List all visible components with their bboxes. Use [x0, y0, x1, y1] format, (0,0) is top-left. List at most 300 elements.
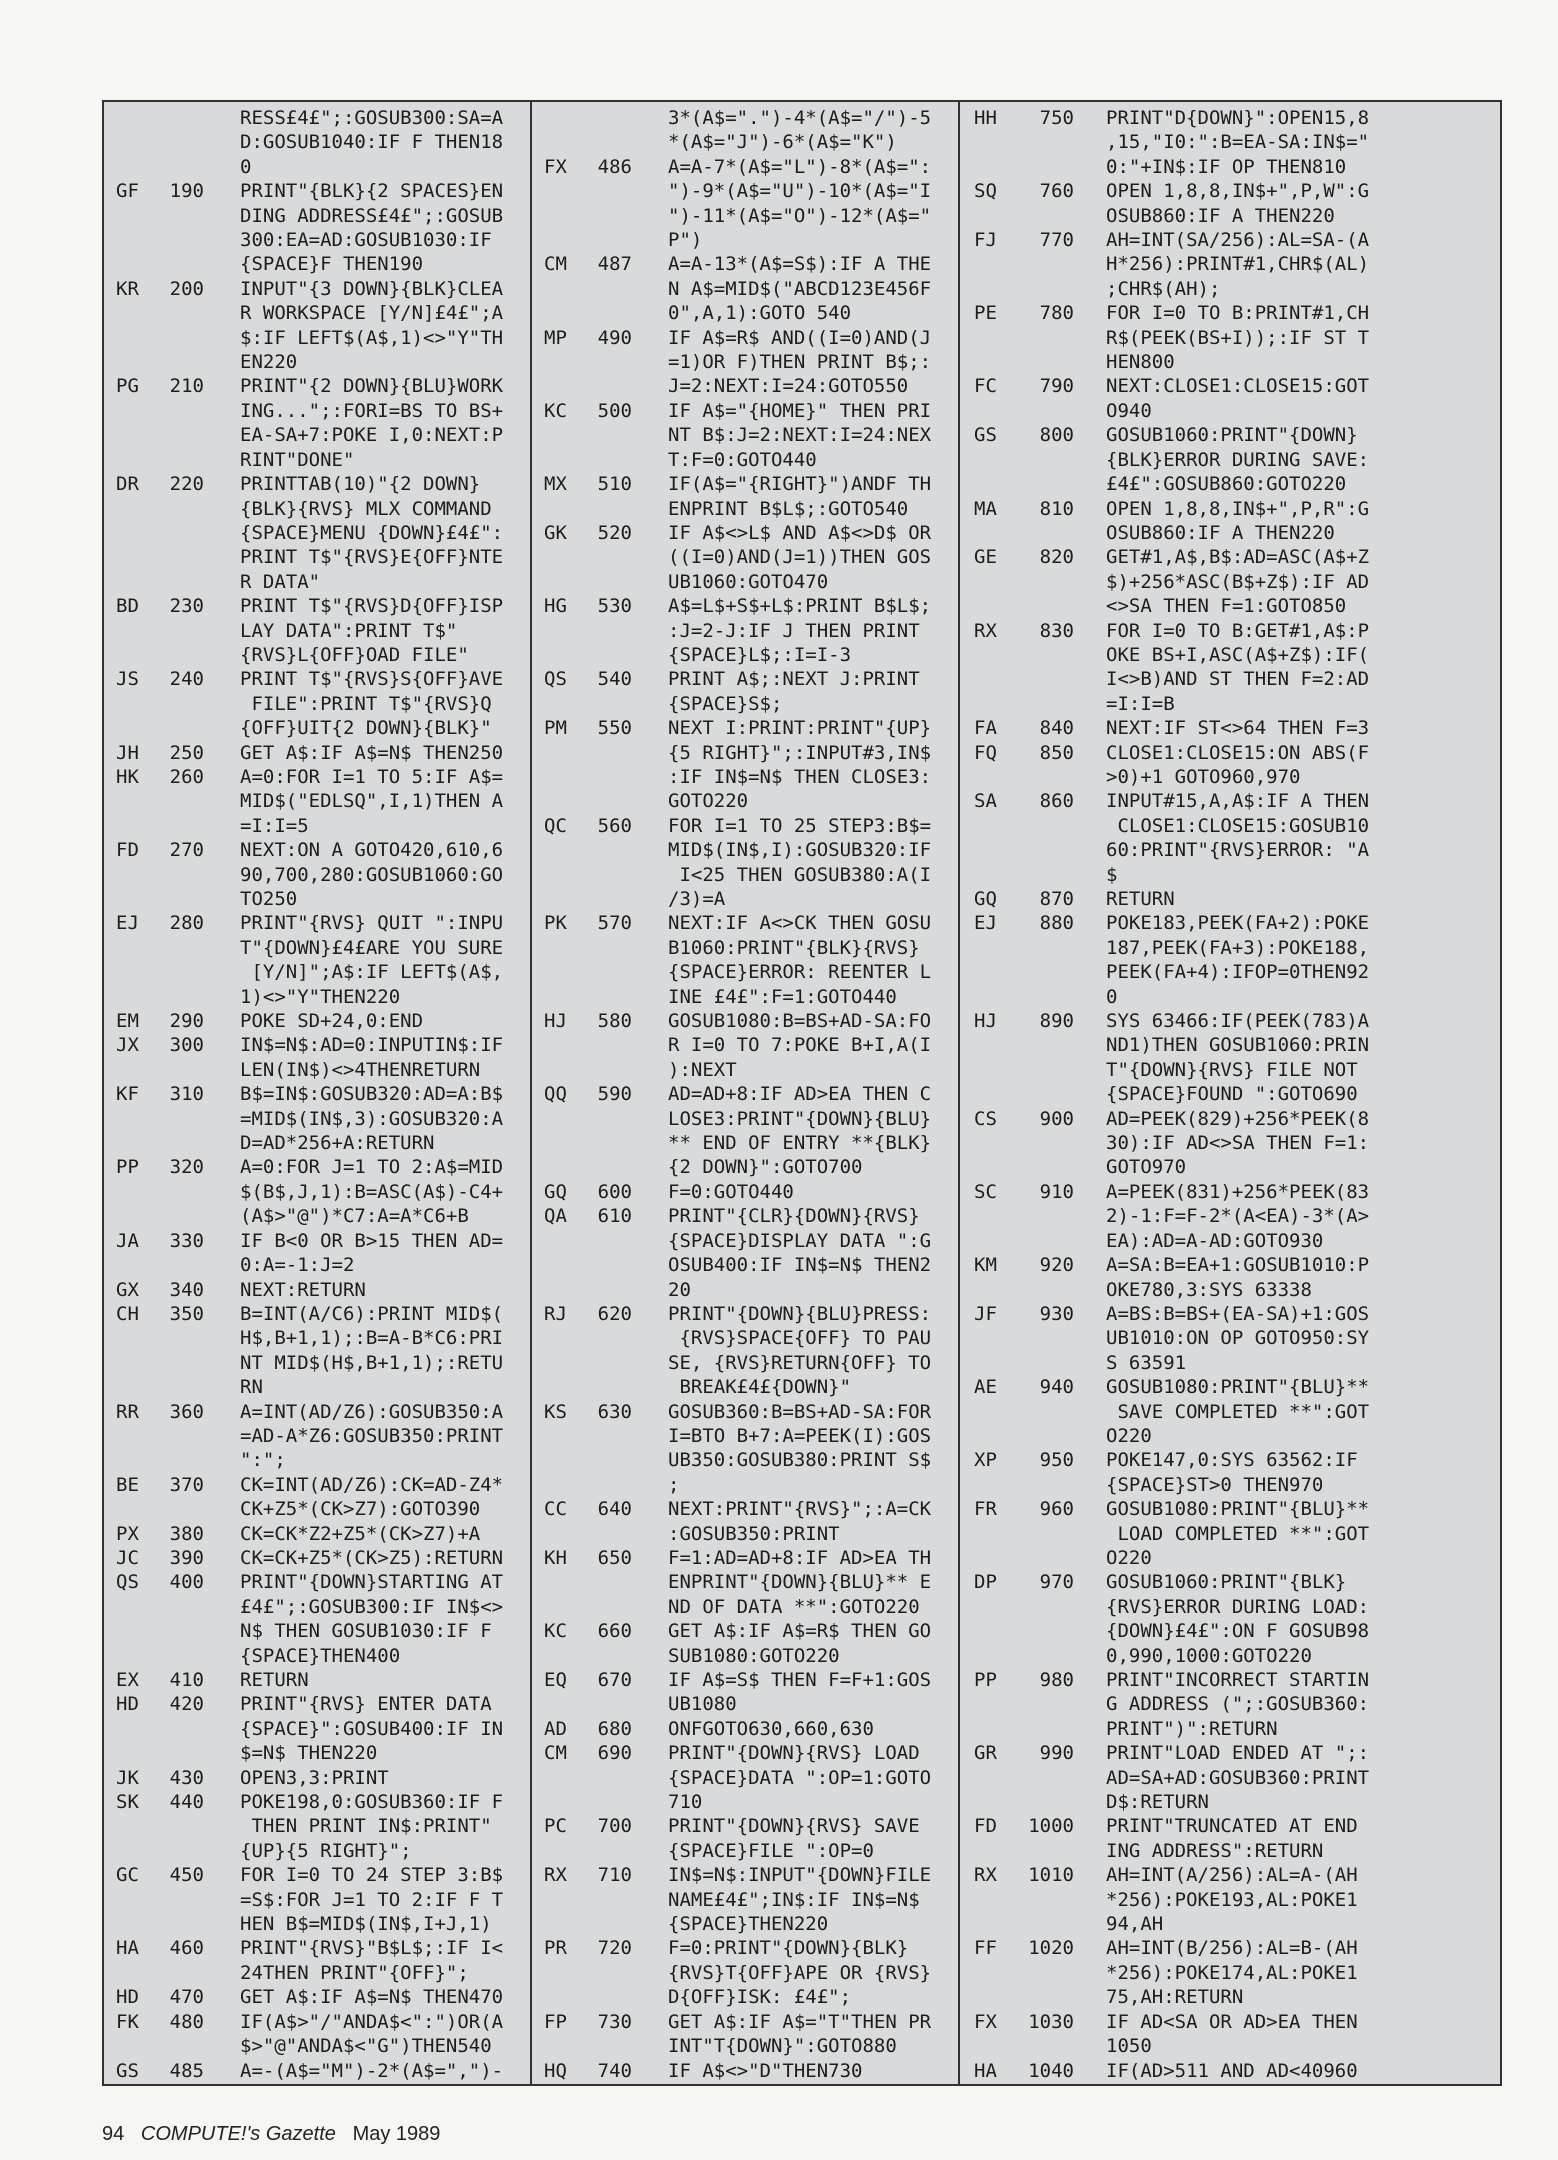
code-text: IN$=N$:AD=0:INPUTIN$:IF	[240, 1034, 504, 1057]
checksum	[974, 252, 1014, 276]
line-number: 360	[169, 1400, 204, 1423]
checksum	[974, 1473, 1014, 1497]
checksum	[544, 838, 584, 862]
code-line	[974, 1180, 1502, 1204]
code-text: NEXT:PRINT"{RVS}";:A=CK	[668, 1498, 932, 1521]
code-text: 0:"+IN$:IF OP THEN810	[1106, 155, 1347, 178]
line-number	[156, 130, 204, 154]
code-line	[116, 277, 530, 301]
line-number	[584, 448, 632, 472]
line-number	[584, 228, 632, 252]
code-line	[974, 1766, 1502, 1790]
code-text: GOSUB360:B=BS+AD-SA:FOR	[668, 1400, 932, 1423]
line-number	[1014, 1473, 1074, 1497]
code-line	[116, 252, 530, 276]
checksum: HA	[974, 2059, 997, 2082]
line-number: 930	[1039, 1302, 1074, 1325]
checksum	[116, 130, 156, 154]
line-number	[584, 692, 632, 716]
checksum: RJ	[544, 1302, 567, 1325]
checksum	[544, 130, 584, 154]
line-number	[1014, 814, 1074, 838]
checksum	[974, 863, 1014, 887]
code-line	[544, 130, 958, 154]
code-text: {SPACE}":GOSUB400:IF IN	[240, 1717, 504, 1740]
code-line	[116, 765, 530, 789]
checksum	[116, 789, 156, 813]
checksum	[116, 1448, 156, 1472]
code-line	[974, 1522, 1502, 1546]
checksum	[116, 1375, 156, 1399]
checksum	[116, 1204, 156, 1228]
line-number: 870	[1039, 888, 1074, 910]
line-number	[584, 301, 632, 325]
code-line	[116, 1400, 530, 1424]
line-number	[584, 643, 632, 667]
line-number	[584, 1888, 632, 1912]
code-line	[116, 423, 530, 447]
line-number	[584, 1351, 632, 1375]
checksum	[974, 1155, 1014, 1179]
line-number	[156, 960, 204, 984]
checksum	[974, 1278, 1014, 1302]
code-line	[974, 1644, 1502, 1668]
code-line	[116, 619, 530, 643]
code-line	[974, 1717, 1502, 1741]
code-text: GOSUB1080:PRINT"{BLU}**	[1106, 1498, 1370, 1521]
checksum	[544, 1229, 584, 1253]
line-number	[584, 277, 632, 301]
code-line	[544, 716, 958, 740]
line-number	[156, 643, 204, 667]
code-text: $>"@"ANDA$<"G")THEN540	[240, 2035, 492, 2058]
code-text: TO250	[240, 888, 298, 910]
line-number: 1010	[1028, 1864, 1074, 1887]
checksum	[544, 1522, 584, 1546]
checksum: PM	[544, 717, 567, 740]
checksum	[544, 1253, 584, 1277]
code-text: PRINT"{RVS} ENTER DATA	[240, 1693, 492, 1716]
line-number: 520	[597, 521, 632, 544]
code-text: A=BS:B=BS+(EA-SA)+1:GOS	[1106, 1302, 1370, 1325]
line-number	[1014, 985, 1074, 1009]
line-number	[584, 130, 632, 154]
code-text: NT MID$(H$,B+1,1);:RETU	[240, 1351, 504, 1374]
code-line	[544, 765, 958, 789]
code-text: PRINT"{RVS} QUIT ":INPU	[240, 912, 504, 935]
line-number	[584, 2034, 632, 2058]
line-number: 220	[169, 473, 204, 496]
code-line	[544, 1839, 958, 1863]
checksum	[116, 985, 156, 1009]
checksum	[116, 1961, 156, 1985]
line-number: 920	[1039, 1254, 1074, 1277]
checksum: JX	[116, 1034, 139, 1057]
code-text: <>SA THEN F=1:GOTO850	[1106, 595, 1347, 618]
code-text: CK=CK+Z5*(CK>Z5):RETURN	[240, 1546, 504, 1569]
code-line	[544, 472, 958, 496]
code-text: F=0:GOTO440	[668, 1180, 794, 1203]
code-text: >0)+1 GOTO960,970	[1106, 765, 1301, 788]
code-line	[544, 1326, 958, 1350]
line-number	[156, 1204, 204, 1228]
code-text: CLOSE1:CLOSE15:GOSUB10	[1106, 814, 1370, 837]
line-number	[584, 1522, 632, 1546]
code-line	[116, 1497, 530, 1521]
checksum: QC	[544, 814, 567, 837]
code-line	[974, 1253, 1502, 1277]
code-line	[974, 1155, 1502, 1179]
line-number	[584, 1912, 632, 1936]
checksum: PR	[544, 1937, 567, 1960]
checksum	[544, 1839, 584, 1863]
checksum	[544, 1155, 584, 1179]
checksum	[116, 863, 156, 887]
line-number	[584, 545, 632, 569]
code-text: ENPRINT B$L$;:GOTO540	[668, 497, 909, 520]
code-text: 710	[668, 1791, 703, 1814]
line-number	[156, 228, 204, 252]
code-line	[116, 1229, 530, 1253]
code-line	[544, 1595, 958, 1619]
line-number: 960	[1039, 1498, 1074, 1521]
line-number	[156, 399, 204, 423]
code-line	[544, 1912, 958, 1936]
code-line	[116, 1302, 530, 1326]
checksum: JS	[116, 668, 139, 691]
code-line	[116, 1961, 530, 1985]
line-number	[156, 326, 204, 350]
code-line	[116, 1278, 530, 1302]
code-text: INT"T{DOWN}":GOTO880	[668, 2035, 897, 2058]
checksum	[974, 960, 1014, 984]
code-line	[544, 326, 958, 350]
line-number	[1014, 765, 1074, 789]
line-number: 410	[169, 1669, 204, 1691]
checksum	[544, 1058, 584, 1082]
checksum: GC	[116, 1864, 139, 1887]
code-line	[116, 936, 530, 960]
line-number	[1014, 521, 1074, 545]
checksum	[974, 1961, 1014, 1985]
code-text: O220	[1106, 1546, 1152, 1569]
code-line	[974, 1570, 1502, 1594]
code-line	[116, 1741, 530, 1765]
line-number	[156, 106, 204, 130]
checksum	[544, 1595, 584, 1619]
checksum: FA	[974, 717, 997, 740]
checksum: GQ	[974, 888, 997, 910]
code-text: UB350:GOSUB380:PRINT S$	[668, 1449, 932, 1472]
line-number	[1014, 570, 1074, 594]
checksum: JA	[116, 1229, 139, 1252]
code-line	[116, 1351, 530, 1375]
line-number	[584, 985, 632, 1009]
line-number	[584, 374, 632, 398]
checksum	[974, 521, 1014, 545]
code-text: EA-SA+7:POKE I,0:NEXT:P	[240, 424, 504, 447]
checksum	[974, 1400, 1014, 1424]
code-line	[974, 667, 1502, 691]
line-number	[1014, 448, 1074, 472]
code-line	[116, 179, 530, 203]
code-text: I<25 THEN GOSUB380:A(I	[668, 863, 932, 886]
line-number	[584, 936, 632, 960]
line-number: 190	[169, 180, 204, 203]
line-number: 990	[1039, 1742, 1074, 1765]
code-text: D{OFF}ISK: £4£";	[668, 1986, 852, 2009]
code-text: THEN PRINT IN$:PRINT"	[240, 1815, 492, 1838]
code-text: O940	[1106, 399, 1152, 422]
checksum	[974, 1595, 1014, 1619]
line-number: 820	[1039, 546, 1074, 569]
checksum	[116, 1595, 156, 1619]
code-text: GET A$:IF A$="T"THEN PR	[668, 2010, 932, 2033]
checksum	[974, 1326, 1014, 1350]
code-text: ((I=0)AND(J=1))THEN GOS	[668, 546, 932, 569]
code-text: FOR I=0 TO B:PRINT#1,CH	[1106, 302, 1370, 325]
code-text: LAY DATA":PRINT T$"	[240, 619, 458, 642]
code-text: =MID$(IN$,3):GOSUB320:A	[240, 1107, 504, 1130]
checksum: CC	[544, 1498, 567, 1521]
checksum	[974, 326, 1014, 350]
code-line	[544, 1009, 958, 1033]
code-line	[116, 1155, 530, 1179]
checksum: KS	[544, 1400, 567, 1423]
line-number: 400	[169, 1571, 204, 1594]
line-number: 250	[169, 741, 204, 764]
line-number: 720	[597, 1937, 632, 1960]
line-number	[156, 155, 204, 179]
line-number	[1014, 838, 1074, 862]
code-text: (A$>"@")*C7:A=A*C6+B	[240, 1205, 469, 1228]
checksum: HJ	[974, 1010, 997, 1033]
checksum	[974, 350, 1014, 374]
checksum	[544, 1424, 584, 1448]
checksum: GQ	[544, 1180, 567, 1203]
line-number	[156, 204, 204, 228]
code-text: 2)-1:F=F-2*(A<EA)-3*(A>	[1106, 1205, 1370, 1228]
checksum: FK	[116, 2010, 139, 2033]
checksum	[544, 228, 584, 252]
code-text: =I:I=B	[1106, 692, 1175, 715]
code-line	[544, 521, 958, 545]
code-line	[974, 155, 1502, 179]
checksum	[974, 1790, 1014, 1814]
code-text: {SPACE}FILE ":OP=0	[668, 1839, 874, 1862]
checksum	[974, 155, 1014, 179]
checksum	[544, 692, 584, 716]
checksum	[116, 228, 156, 252]
code-text: J=2:NEXT:I=24:GOTO550	[668, 375, 909, 398]
code-line	[974, 1863, 1502, 1887]
line-number	[156, 1375, 204, 1399]
code-text: F=0:PRINT"{DOWN}{BLK}	[668, 1937, 909, 1960]
code-line	[974, 1546, 1502, 1570]
code-text: IF A$="{HOME}" THEN PRI	[668, 399, 932, 422]
checksum	[544, 1644, 584, 1668]
code-text: LOAD COMPLETED **":GOT	[1106, 1522, 1370, 1545]
line-number: 570	[597, 912, 632, 935]
code-line	[544, 814, 958, 838]
line-number: 480	[169, 2010, 204, 2033]
line-number: 590	[597, 1083, 632, 1106]
checksum	[974, 570, 1014, 594]
line-number: 530	[597, 595, 632, 618]
code-text: N A$=MID$("ABCD123E456F	[668, 277, 932, 300]
code-line	[974, 228, 1502, 252]
code-line	[116, 814, 530, 838]
checksum	[116, 1424, 156, 1448]
code-text: EA):AD=A-AD:GOTO930	[1106, 1229, 1324, 1252]
code-text: R WORKSPACE [Y/N]£4£";A	[240, 302, 504, 325]
line-number	[584, 1570, 632, 1594]
line-number	[1014, 863, 1074, 887]
code-line	[974, 1107, 1502, 1131]
code-text: AH=INT(SA/256):AL=SA-(A	[1106, 229, 1370, 252]
line-number: 430	[169, 1766, 204, 1789]
code-line	[974, 838, 1502, 862]
code-line	[544, 2034, 958, 2058]
code-text: =S$:FOR J=1 TO 2:IF F T	[240, 1888, 504, 1911]
line-number	[1014, 667, 1074, 691]
code-text: OSUB860:IF A THEN220	[1106, 521, 1335, 544]
checksum: SK	[116, 1791, 139, 1814]
code-line	[544, 252, 958, 276]
code-line	[544, 1375, 958, 1399]
checksum	[544, 1790, 584, 1814]
code-text: INPUT"{3 DOWN}{BLK}CLEA	[240, 277, 504, 300]
line-number: 320	[169, 1156, 204, 1179]
checksum: XP	[974, 1449, 997, 1472]
line-number	[156, 423, 204, 447]
checksum	[544, 1375, 584, 1399]
line-number	[584, 619, 632, 643]
line-number	[584, 204, 632, 228]
code-text: 1)<>"Y"THEN220	[240, 985, 401, 1008]
line-number	[156, 1717, 204, 1741]
code-text: ;	[668, 1473, 680, 1496]
code-line	[544, 1497, 958, 1521]
line-number	[584, 1839, 632, 1863]
checksum	[974, 814, 1014, 838]
line-number: 1030	[1028, 2010, 1074, 2033]
code-text: {SPACE}DATA ":OP=1:GOTO	[668, 1766, 932, 1789]
checksum: FP	[544, 2010, 567, 2033]
line-number: 1020	[1028, 1937, 1074, 1960]
line-number	[1014, 130, 1074, 154]
checksum	[974, 765, 1014, 789]
code-line	[974, 1912, 1502, 1936]
line-number	[1014, 960, 1074, 984]
checksum	[116, 1351, 156, 1375]
line-number	[584, 1595, 632, 1619]
code-line	[544, 1155, 958, 1179]
code-text: PRINT"{DOWN}{BLU}PRESS:	[668, 1302, 932, 1325]
line-number: 710	[597, 1864, 632, 1887]
code-text: PRINT"{2 DOWN}{BLU}WORK	[240, 375, 504, 398]
line-number	[156, 1180, 204, 1204]
code-text: POKE SD+24,0:END	[240, 1010, 424, 1033]
checksum: JH	[116, 741, 139, 764]
code-line	[116, 863, 530, 887]
line-number	[1014, 1692, 1074, 1716]
code-text: NEXT:CLOSE1:CLOSE15:GOT	[1106, 375, 1370, 398]
code-text: NAME£4£";IN$:IF IN$=N$	[668, 1888, 920, 1911]
checksum	[544, 789, 584, 813]
code-line	[974, 204, 1502, 228]
checksum	[116, 1814, 156, 1838]
checksum: HJ	[544, 1010, 567, 1033]
code-text: 300:EA=AD:GOSUB1030:IF	[240, 229, 492, 252]
code-line	[974, 1790, 1502, 1814]
line-number	[156, 887, 204, 911]
code-text: OKE BS+I,ASC(A$+Z$):IF(	[1106, 643, 1370, 666]
checksum	[544, 863, 584, 887]
line-number	[156, 1448, 204, 1472]
code-line	[116, 1448, 530, 1472]
checksum	[116, 1107, 156, 1131]
checksum	[544, 1131, 584, 1155]
checksum	[974, 838, 1014, 862]
line-number	[156, 521, 204, 545]
code-line	[544, 155, 958, 179]
code-line	[974, 1424, 1502, 1448]
code-line	[544, 1985, 958, 2009]
line-number: 487	[597, 253, 632, 276]
line-number	[1014, 252, 1074, 276]
code-line	[116, 130, 530, 154]
line-number	[1014, 1546, 1074, 1570]
code-text: G ADDRESS (";:GOSUB360:	[1106, 1693, 1370, 1716]
code-text: {RVS}ERROR DURING LOAD:	[1106, 1595, 1370, 1618]
code-text: :IF IN$=N$ THEN CLOSE3:	[668, 765, 932, 788]
checksum	[116, 960, 156, 984]
code-line	[116, 1888, 530, 1912]
code-text: /3)=A	[668, 888, 726, 910]
checksum	[544, 1961, 584, 1985]
line-number: 260	[169, 765, 204, 788]
checksum	[974, 130, 1014, 154]
issue-date: May 1989	[352, 2123, 441, 2145]
code-text: ")-11*(A$="O")-12*(A$="	[668, 204, 932, 227]
code-text: NEXT I:PRINT:PRINT"{UP}	[668, 717, 932, 740]
line-number	[1014, 643, 1074, 667]
line-number	[1014, 1619, 1074, 1643]
code-line	[544, 374, 958, 398]
checksum: HA	[116, 1937, 139, 1960]
line-number	[1014, 1888, 1074, 1912]
checksum: FF	[974, 1937, 997, 1960]
code-line	[544, 1131, 958, 1155]
code-text: $(B$,J,1):B=ASC(A$)-C4+	[240, 1180, 504, 1203]
listing-column-3	[960, 102, 1502, 2084]
code-line	[974, 814, 1502, 838]
checksum	[974, 1985, 1014, 2009]
line-number	[156, 1253, 204, 1277]
line-number	[1014, 1644, 1074, 1668]
checksum	[116, 204, 156, 228]
code-line	[974, 1278, 1502, 1302]
code-line	[116, 497, 530, 521]
code-text: NEXT:RETURN	[240, 1278, 366, 1301]
code-line	[544, 863, 958, 887]
line-number: 240	[169, 668, 204, 691]
code-line	[974, 252, 1502, 276]
checksum: HG	[544, 595, 567, 618]
line-number: 490	[597, 326, 632, 349]
code-text: INE £4£":F=1:GOTO440	[668, 985, 897, 1008]
